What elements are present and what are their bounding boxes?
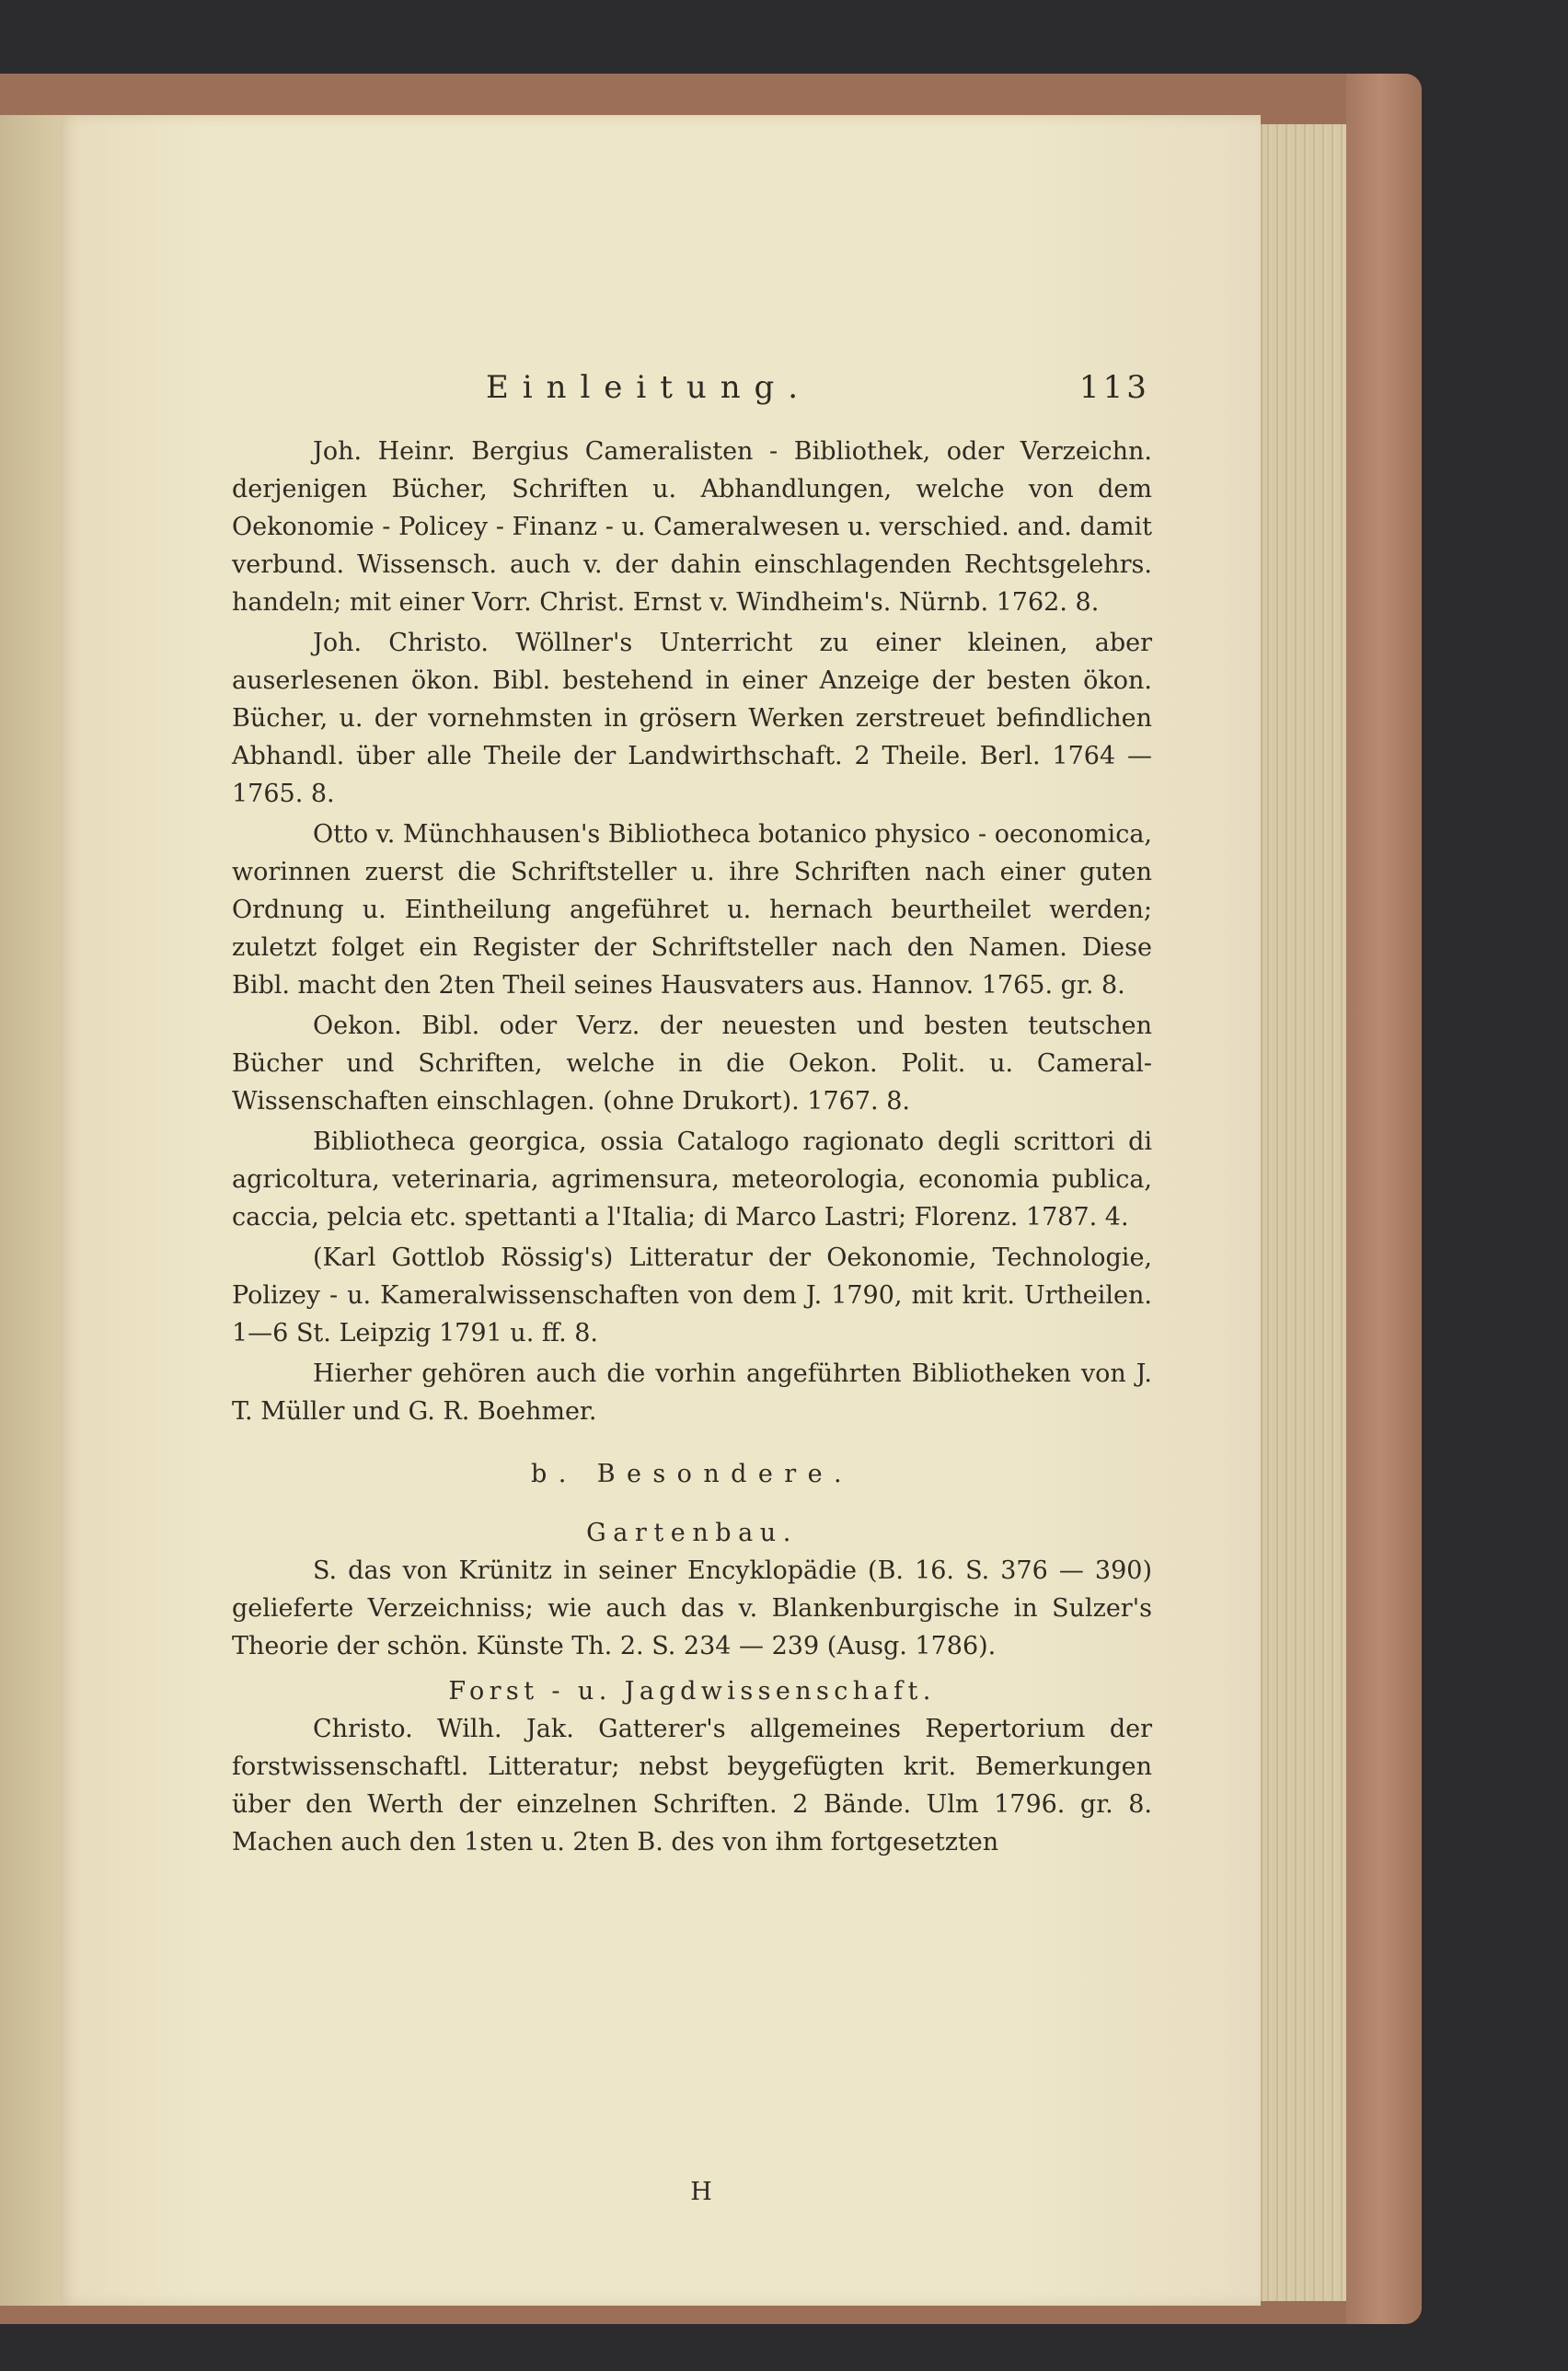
- page-number: 113: [1078, 369, 1150, 406]
- page-sheet: [232, 115, 1170, 2306]
- bibliography-entry-2: Joh. Christo. Wöllner's Unterricht zu einer kleinen, aber auserlesenen ökon. Bibl. bestehend in einer Anzeige der besten ökon. Bücher, u. der vornehmsten in grösern Werken zerstreuet befindlichen Abhandl. über alle Theile der Landwirthschaft. 2 Theile. Berl. 1764 — 1765. 8.: [232, 629, 1152, 808]
- left-page-edge: [0, 115, 62, 2306]
- forst-entry: Christo. Wilh. Jak. Gatterer's allgemeines Repertorium der forstwissenschaftl. Litteratur; nebst beygefügten krit. Bemerkungen über den Werth der einzelnen Schriften. 2 Bände. Ulm 1796. gr. 8. Machen auch den 1sten u. 2ten B. des von ihm fortgesetzten: [232, 1715, 1152, 1856]
- section-b-heading: b. Besondere.: [531, 1460, 853, 1488]
- bibliography-entry-4: Oekon. Bibl. oder Verz. der neuesten und besten teutschen Bücher und Schriften, welche in die Oekon. Polit. u. Cameral-Wissenschaften einschlagen. (ohne Drukort). 1767. 8.: [232, 1012, 1152, 1116]
- signature-mark: H: [690, 2178, 712, 2206]
- bibliography-entry-6: (Karl Gottlob Rössig's) Litteratur der Oekonomie, Technologie, Polizey - u. Kameralwissenschaften von dem J. 1790, mit krit. Urtheilen. 1—6 St. Leipzig 1791 u. ff. 8.: [232, 1243, 1152, 1347]
- book-cover-edge: [1346, 74, 1422, 2324]
- running-head: Einleitung.: [486, 369, 813, 406]
- page-content: [232, 433, 1152, 1861]
- scanned-page: [60, 115, 1261, 2306]
- book: [0, 74, 1422, 2324]
- page-header: [232, 364, 1170, 411]
- page-stack: [1261, 124, 1349, 2301]
- gartenbau-entry: S. das von Krünitz in seiner Encyklopädie (B. 16. S. 376 — 390) gelieferte Verzeichniss; wie auch das v. Blankenburgische in Sulzer's Theorie der schön. Künste Th. 2. S. 234 — 239 (Ausg. 1786).: [232, 1556, 1152, 1660]
- bibliography-entry-1: Joh. Heinr. Bergius Cameralisten - Bibliothek, oder Verzeichn. derjenigen Bücher, Schriften u. Abhandlungen, welche von dem Oekonomie - Policey - Finanz - u. Cameralwesen u. verschied. and. damit verbund. Wissensch. auch v. der dahin einschlagenden Rechtsgelehrs. handeln; mit einer Vorr. Christ. Ernst v. Windheim's. Nürnb. 1762. 8.: [232, 437, 1152, 617]
- bibliography-entry-3: Otto v. Münchhausen's Bibliotheca botanico physico - oeconomica, worinnen zuerst die Schriftsteller u. ihre Schriften nach einer guten Ordnung u. Eintheilung angeführet u. hernach beurtheilet werden; zuletzt folget ein Register der Schriftsteller nach den Namen. Diese Bibl. macht den 2ten Theil seines Hausvaters aus. Hannov. 1765. gr. 8.: [232, 820, 1152, 1000]
- bibliography-entry-7: Hierher gehören auch die vorhin angeführten Bibliotheken von J. T. Müller und G. R. Boehmer.: [232, 1359, 1152, 1426]
- bibliography-entry-5: Bibliotheca georgica, ossia Catalogo ragionato degli scrittori di agricoltura, veterinaria, agrimensura, meteorologia, economia publica, caccia, pelcia etc. spettanti a l'Italia; di Marco Lastri; Florenz. 1787. 4.: [232, 1128, 1152, 1232]
- forst-heading: Forst - u. Jagdwissenschaft.: [448, 1677, 936, 1706]
- gartenbau-heading: Gartenbau.: [586, 1519, 798, 1547]
